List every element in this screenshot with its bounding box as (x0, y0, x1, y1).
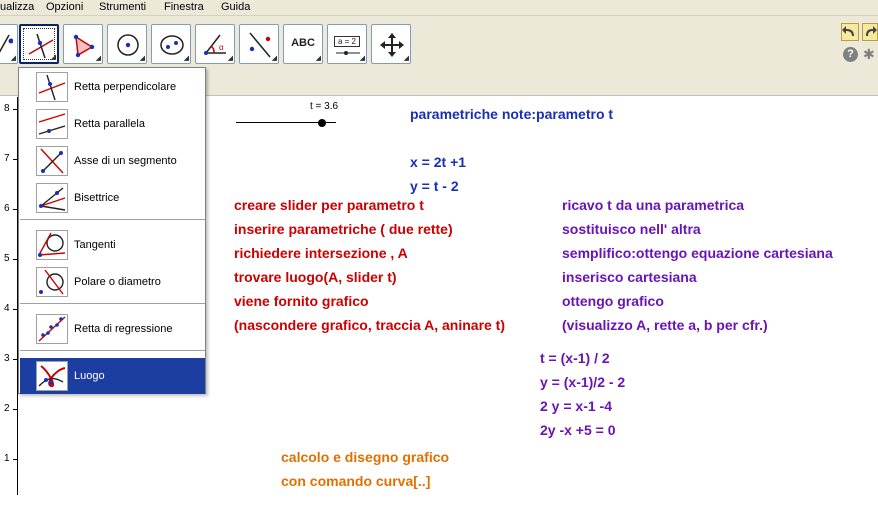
menu-opzioni[interactable]: Opzioni (46, 1, 84, 13)
reflect-tool-button[interactable]: ◢ (239, 24, 279, 64)
text-derivation[interactable]: y = (x-1)/2 - 2 (540, 374, 626, 390)
parallel-line-icon (37, 110, 67, 138)
text-step[interactable]: viene fornito grafico (234, 293, 369, 309)
text-eq-y[interactable]: y = t - 2 (410, 178, 459, 194)
y-tick-label: 1 (4, 453, 10, 464)
text-title[interactable]: parametriche note:parametro t (410, 106, 614, 122)
perpendicular-bisector-icon (37, 147, 67, 175)
perpendicular-line-icon (37, 73, 67, 101)
angle-tool-button[interactable]: α ◢ (195, 24, 235, 64)
slider-label: t = 3.6 (310, 101, 339, 112)
angle-bisector-icon (37, 184, 67, 212)
text-step[interactable]: trovare luogo(A, slider t) (234, 269, 397, 285)
move-view-tool-button[interactable]: ◢ (371, 24, 411, 64)
slider-tool-button[interactable]: a = 2 ◢ (327, 24, 367, 64)
text-step[interactable]: creare slider per parametro t (234, 197, 424, 213)
menu-item-tangenti[interactable]: Tangenti (20, 227, 205, 263)
reflect-icon (246, 31, 274, 59)
locus-icon (37, 362, 67, 390)
slider-icon: a = 2 (334, 36, 360, 47)
text-method[interactable]: ottengo grafico (562, 293, 664, 309)
ellipse-tool-button[interactable]: ◢ (151, 24, 191, 64)
redo-button[interactable] (862, 23, 878, 41)
text-method[interactable]: (visualizzo A, rette a, b per cfr.) (562, 317, 768, 333)
menu-item-bisettrice[interactable]: Bisettrice (20, 180, 205, 216)
text-icon: ABC (291, 37, 315, 49)
text-derivation[interactable]: 2 y = x-1 -4 (540, 398, 612, 414)
redo-icon (863, 24, 877, 40)
move-icon (378, 31, 406, 59)
menu-strumenti[interactable]: Strumenti (99, 1, 147, 13)
menu-guida[interactable]: Guida (221, 1, 251, 13)
menu-bar (0, 0, 878, 16)
menu-item-retta-perpendicolare[interactable]: Retta perpendicolare (20, 69, 205, 105)
text-curve-note[interactable]: calcolo e disegno grafico (281, 449, 450, 465)
gear-icon[interactable]: ✱ (863, 46, 875, 62)
text-step[interactable]: (nascondere grafico, traccia A, aninare t) (234, 317, 506, 333)
undo-button[interactable] (841, 23, 859, 41)
y-tick-label: 4 (4, 303, 10, 314)
text-method[interactable]: ricavo t da una parametrica (562, 197, 745, 213)
slider-handle[interactable] (318, 119, 326, 127)
point-tool-button[interactable]: ◢ (0, 24, 18, 64)
y-tick-label: 5 (4, 253, 10, 264)
tangents-icon (37, 231, 67, 259)
text-tool-button[interactable]: ABC ◢ (283, 24, 323, 64)
perpendicular-line-icon (27, 32, 55, 60)
text-method[interactable]: inserisco cartesiana (562, 269, 697, 285)
polygon-icon (70, 31, 98, 59)
menu-item-polare-diametro[interactable]: Polare o diametro (20, 264, 205, 300)
perpendicular-line-tool-button[interactable]: ◢ (19, 24, 59, 64)
menu-item-asse-segmento[interactable]: Asse di un segmento (20, 143, 205, 179)
menu-item-retta-regressione[interactable]: Retta di regressione (20, 311, 205, 347)
svg-text:α: α (219, 43, 224, 52)
y-tick-label: 6 (4, 203, 10, 214)
circle-tool-button[interactable]: ◢ (107, 24, 147, 64)
toolbar (0, 16, 878, 68)
y-tick-label: 7 (4, 153, 10, 164)
angle-icon (202, 31, 230, 59)
regression-line-icon (37, 315, 67, 343)
help-icon[interactable]: ? (843, 47, 858, 62)
polygon-tool-button[interactable]: ◢ (63, 24, 103, 64)
y-tick-label: 2 (4, 403, 10, 414)
text-derivation[interactable]: t = (x-1) / 2 (540, 350, 610, 366)
menu-item-luogo[interactable]: Luogo (20, 358, 205, 394)
line-tools-dropdown (18, 67, 206, 394)
ellipse-icon (158, 31, 186, 59)
text-derivation[interactable]: 2y -x +5 = 0 (540, 422, 616, 438)
menu-item-retta-parallela[interactable]: Retta parallela (20, 106, 205, 142)
text-curve-note[interactable]: con comando curva[..] (281, 473, 431, 489)
menu-finestra[interactable]: Finestra (164, 1, 204, 13)
circle-icon (114, 31, 142, 59)
undo-icon (842, 24, 858, 40)
polar-line-icon (37, 268, 67, 296)
menu-visualizza[interactable]: ualizza (0, 1, 35, 13)
text-method[interactable]: semplifico:ottengo equazione cartesiana (562, 245, 833, 261)
text-step[interactable]: inserire parametriche ( due rette) (234, 221, 453, 237)
text-step[interactable]: richiedere intersezione , A (234, 245, 408, 261)
text-method[interactable]: sostituisco nell' altra (562, 221, 701, 237)
y-tick-label: 3 (4, 353, 10, 364)
text-eq-x[interactable]: x = 2t +1 (410, 154, 467, 170)
y-tick-label: 8 (4, 103, 10, 114)
